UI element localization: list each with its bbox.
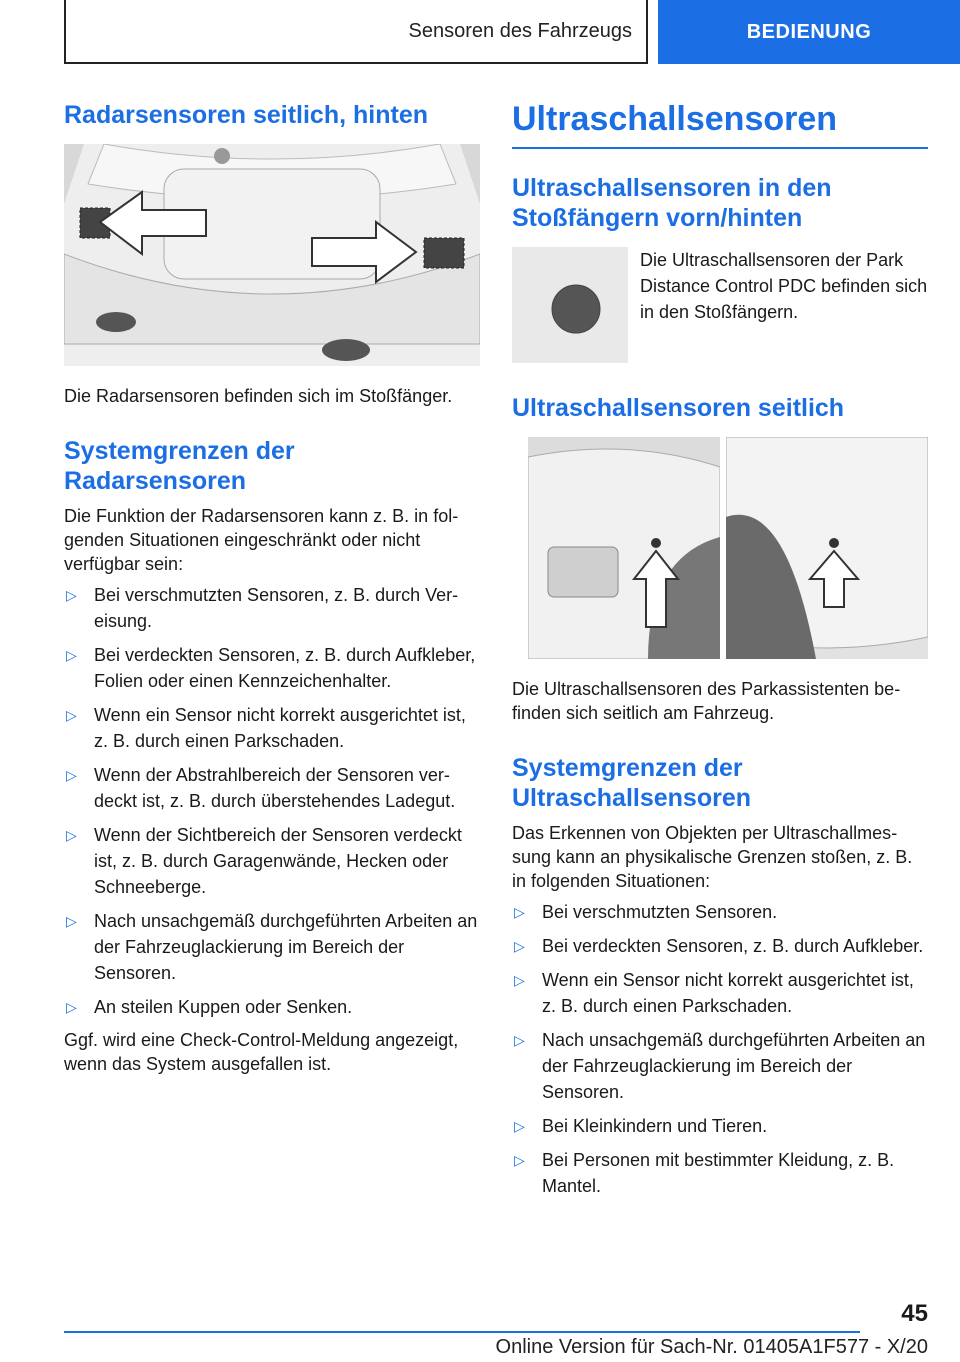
- list-item: ▷ Bei verdeckten Sensoren, z. B. durch Aufkleber.: [512, 933, 928, 959]
- ultrasonic-limits-list: [512, 899, 928, 1199]
- list-item: ▷ Wenn der Sichtbereich der Sensoren verdeckt ist, z. B. durch Garagenwände, Hecken oder Schneeberge.: [64, 822, 480, 900]
- bullet-triangle-icon: ▷: [514, 1152, 525, 1168]
- radar-caption: Die Radarsensoren befinden sich im Stoßfänger.: [64, 386, 453, 406]
- radar-limits-title: Systemgrenzen der Radarsensoren: [64, 437, 295, 495]
- online-version-note: Online Version für Sach-Nr. 01405A1F577 - X/20: [495, 1336, 928, 1358]
- radar-limits-intro: Die Funktion der Radarsensoren kann z. B. in folgenden Situationen eingeschränkt oder nicht verfügbar sein:: [64, 506, 459, 574]
- list-item: ▷ Bei verschmutzten Sensoren, z. B. durch Vereisung.: [64, 582, 480, 634]
- rear-bumper-illustration: [64, 144, 480, 366]
- rear-bumper-figure: [64, 144, 480, 366]
- side-sensor-figures: [528, 437, 928, 659]
- radar-limits-list: [64, 582, 480, 1020]
- front-side-figure: [528, 437, 720, 659]
- list-item: ▷ Bei verschmutzten Sensoren.: [512, 899, 928, 925]
- bullet-triangle-icon: ▷: [66, 707, 77, 723]
- footer-divider: [64, 1331, 860, 1333]
- list-item: ▷ Wenn der Abstrahlbereich der Sensoren verdeckt ist, z. B. durch überstehendes Ladegut.: [64, 762, 480, 814]
- bullet-triangle-icon: ▷: [66, 767, 77, 783]
- page-number: 45: [901, 1300, 928, 1327]
- list-item: ▷ Wenn ein Sensor nicht korrekt ausgerichtet ist, z. B. durch einen Parkschaden.: [64, 702, 480, 754]
- ultrasonic-limits-intro: Das Erkennen von Objekten per Ultraschallmessung kann an physikalische Grenzen stoßen, z. B. in folgenden Situationen:: [512, 823, 913, 891]
- ultrasonic-title: Ultraschallsensoren: [512, 100, 928, 149]
- bullet-triangle-icon: ▷: [514, 972, 525, 988]
- pdc-sensor-illustration: [512, 247, 628, 363]
- list-item: ▷ Wenn ein Sensor nicht korrekt ausgerichtet ist, z. B. durch einen Parkschaden.: [512, 967, 928, 1019]
- chapter-title: BEDIENUNG: [746, 20, 872, 43]
- section-title: Sensoren des Fahrzeugs: [408, 19, 632, 42]
- pdc-block: [512, 247, 928, 363]
- list-item: ▷ Bei Kleinkindern und Tieren.: [512, 1113, 928, 1139]
- front-side-illustration: [528, 437, 720, 659]
- list-item: ▷ An steilen Kuppen oder Senken.: [64, 994, 480, 1020]
- bullet-triangle-icon: ▷: [66, 913, 77, 929]
- bullet-triangle-icon: ▷: [514, 904, 525, 920]
- ultrasonic-side-title: Ultraschallsensoren seitlich: [512, 394, 845, 422]
- bullet-triangle-icon: ▷: [514, 1032, 525, 1048]
- bullet-triangle-icon: ▷: [66, 647, 77, 663]
- rear-side-illustration: [726, 437, 928, 659]
- pdc-sensor-figure: [512, 247, 628, 363]
- side-caption: Die Ultraschallsensoren des Parkassistenten befinden sich seitlich am Fahrzeug.: [512, 679, 901, 723]
- list-item: ▷ Nach unsachgemäß durchgeführten Arbeiten an der Fahrzeuglackierung im Bereich der Sensoren.: [64, 908, 480, 986]
- bullet-triangle-icon: ▷: [66, 999, 77, 1015]
- ultrasonic-limits-title: Systemgrenzen der Ultraschallsensoren: [512, 754, 751, 812]
- list-item: ▷ Bei verdeckten Sensoren, z. B. durch Aufkleber, Folien oder einen Kennzeichenhalter.: [64, 642, 480, 694]
- left-column: [64, 100, 480, 1076]
- ultrasonic-bumper-title: Ultraschallsensoren in den Stoßfängern vorn/hinten: [512, 174, 832, 232]
- bullet-triangle-icon: ▷: [514, 938, 525, 954]
- right-column: [512, 100, 928, 1207]
- radar-closing-note: Ggf. wird eine Check-Control-Meldung angezeigt, wenn das System ausgefallen ist.: [64, 1030, 459, 1074]
- bullet-triangle-icon: ▷: [514, 1118, 525, 1134]
- radar-title: Radarsensoren seitlich, hinten: [64, 101, 428, 129]
- header-section-title: [64, 0, 648, 64]
- bullet-triangle-icon: ▷: [66, 587, 77, 603]
- bullet-triangle-icon: ▷: [66, 827, 77, 843]
- rear-side-figure: [726, 437, 928, 659]
- list-item: ▷ Bei Personen mit bestimmter Kleidung, z. B. Mantel.: [512, 1147, 928, 1199]
- pdc-text: Die Ultraschallsensoren der Park Distance Control PDC befinden sich in den Stoßfängern.: [640, 250, 928, 322]
- list-item: ▷ Nach unsachgemäß durchgeführten Arbeiten an der Fahrzeuglackierung im Bereich der Sensoren.: [512, 1027, 928, 1105]
- header-chapter-tab: [658, 0, 960, 64]
